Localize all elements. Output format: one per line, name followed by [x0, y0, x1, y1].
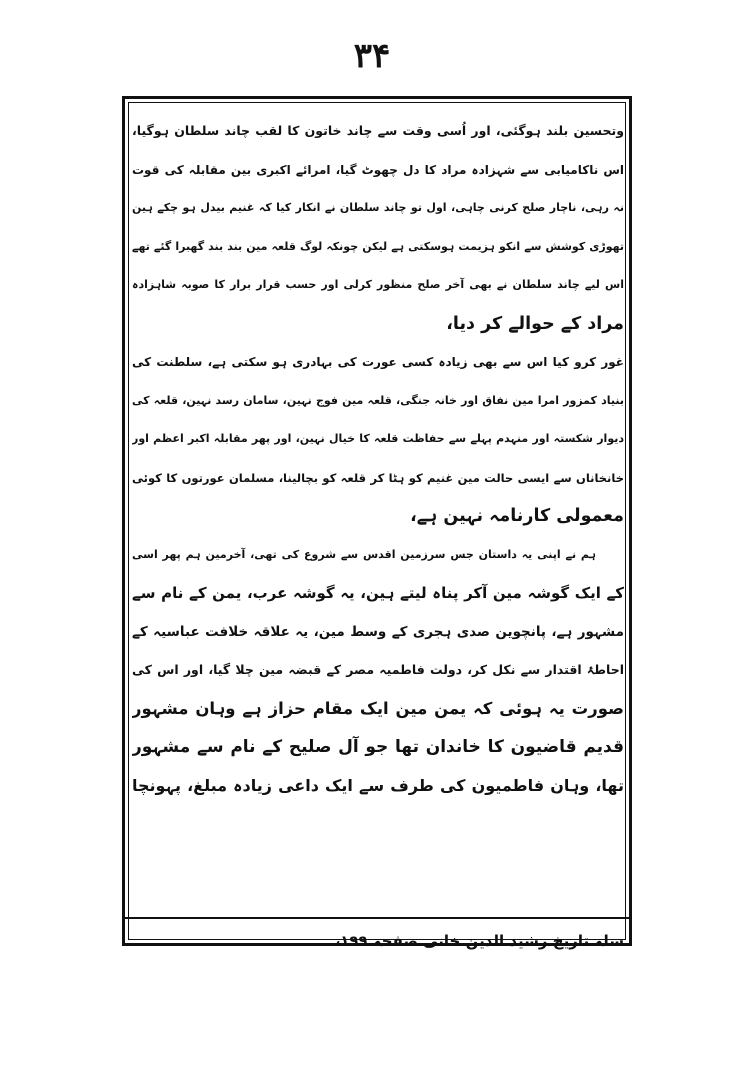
text-line: اس لیے چاند سلطان نے بھی آخر صلح منظور کرلی اور حسب قرار برار کا صوبہ شاہزادہ: [132, 278, 624, 291]
text-line: صورت یہ ہوئی کہ یمن مین ایک مقام حزاز ہے وہان مشہور: [132, 698, 624, 718]
text-line: بنیاد کمزور امرا مین نفاق اور خانہ جنگی، قلعہ مین فوج نہین، سامان رسد نہین، قلعہ کی: [132, 393, 624, 407]
text-line: خانخاناں سے ایسی حالت مین غنیم کو ہٹا کر قلعہ کو بچالینا، مسلمان عورتوں کا کوئی: [132, 470, 624, 485]
text-line: تھا، وہان فاطمیون کی طرف سے ایک داعی زیادہ مبلغ، پہونچا: [132, 775, 624, 795]
text-line: معمولی کارنامہ نہین ہے،: [410, 506, 624, 526]
text-line: ہم نے اپنی یہ داستان جس سرزمین اقدس سے شروع کی تھی، آخرمین ہم پھر اسی: [132, 547, 596, 561]
text-line: احاطۂ اقتدار سے نکل کر، دولت فاطمیہ مصر کے قبضہ مین چلا گیا، اور اس کی: [132, 662, 624, 677]
text-line: قدیم قاضیون کا خاندان تھا جو آل صلیح کے نام سے مشہور: [132, 737, 624, 757]
text-line: وتحسین بلند ہوگئی، اور اُسی وقت سے چاند خاتون کا لقب چاند سلطان ہوگیا،: [132, 123, 624, 138]
text-line: تھوڑی کوشش سے انکو ہزیمت ہوسکتی ہے لیکن چونکہ لوگ قلعہ مین بند بند گھبرا گئے تھے: [132, 239, 624, 253]
text-line: اس ناکامیابی سے شہزادہ مراد کا دل چھوٹ گیا، امرائے اکبری بین مقابلہ کی قوت: [132, 162, 624, 177]
text-line: غور کرو کیا اس سے بھی زیادہ کسی عورت کی بہادری ہو سکتی ہے، سلطنت کی: [132, 355, 624, 369]
footnote: سلہ تاریخ رشید الدین خانی صفحہ ۱۹۹،: [334, 932, 624, 950]
text-line: دیوار شکستہ اور منہدم پہلے سے حفاظت قلعہ کا خیال نہین، اور پھر مقابلہ اکبر اعظم اور: [132, 432, 624, 445]
footnote-separator: [122, 917, 632, 919]
text-line: کے ایک گوشہ مین آکر پناہ لیتے ہین، یہ گوشہ عرب، یمن کے نام سے: [132, 584, 624, 602]
text-line: مراد کے حوالے کر دیا،: [446, 313, 624, 334]
text-line: مشہور ہے، پانچوین صدی ہجری کے وسط مین، یہ علاقہ خلافت عباسیہ کے: [132, 623, 624, 640]
body-text: [132, 112, 624, 932]
page-number: ۳۴: [353, 36, 391, 76]
text-line: نہ رہی، ناچار صلح کرنی چاہی، اول تو چاند سلطان نے انکار کیا کہ غنیم بیدل ہو چکے ہین: [132, 201, 624, 214]
